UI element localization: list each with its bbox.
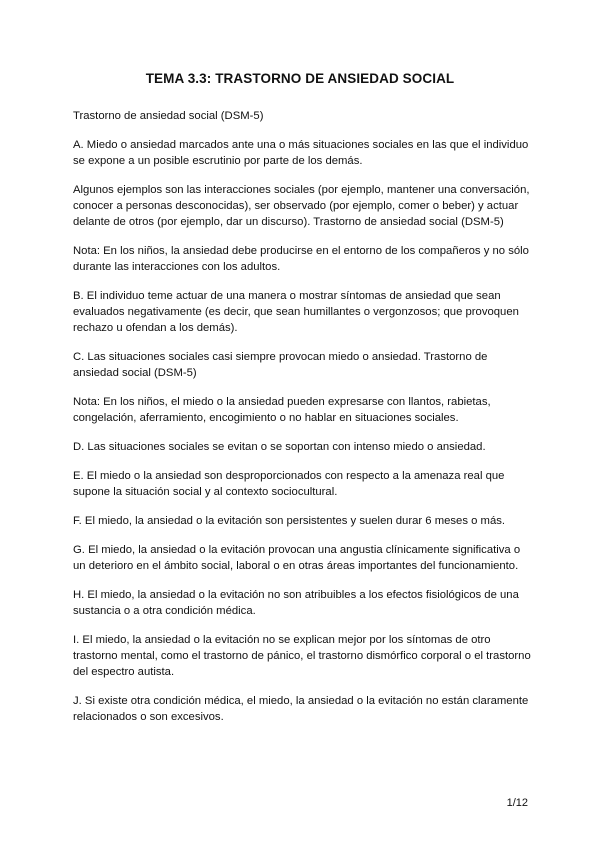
paragraph-criterion-a: A. Miedo o ansiedad marcados ante una o más situaciones sociales en las que el individuo se expone a un posible escrutinio por parte de los demás. <box>73 139 529 167</box>
paragraph-criterion-c: C. Las situaciones sociales casi siempre provocan miedo o ansiedad. Trastorno de ansiedad social (DSM-5) <box>73 351 488 379</box>
paragraph-criterion-b: B. El individuo teme actuar de una manera o mostrar síntomas de ansiedad que sean evaluados negativamente (es decir, que sean humillantes o vergonzosos; que provoquen rechazo u ofendan a los demás). <box>73 290 519 334</box>
paragraph-note-children-c: Nota: En los niños, el miedo o la ansiedad pueden expresarse con llantos, rabietas, congelación, aferramiento, encogimiento o no hablar en situaciones sociales. <box>73 396 491 424</box>
paragraph-criterion-d: D. Las situaciones sociales se evitan o se soportan con intenso miedo o ansiedad. <box>73 441 486 453</box>
paragraph-examples: Algunos ejemplos son las interacciones sociales (por ejemplo, mantener una conversación, conocer a personas desconocidas), ser observado (por ejemplo, comer o beber) y actuar delante de otros (por ejemplo, dar un discurso). Trastorno de ansiedad social (DSM-5) <box>73 184 530 228</box>
paragraph-criterion-f: F. El miedo, la ansiedad o la evitación son persistentes y suelen durar 6 meses o más. <box>73 515 506 527</box>
document-body <box>73 108 533 738</box>
page-number: 1/12 <box>506 797 528 809</box>
paragraph-note-children-a: Nota: En los niños, la ansiedad debe producirse en el entorno de los compañeros y no sólo durante las interacciones con los adultos. <box>73 245 529 273</box>
paragraph-criterion-h: H. El miedo, la ansiedad o la evitación no son atribuibles a los efectos fisiológicos de una sustancia o a otra condición médica. <box>73 589 519 617</box>
paragraph-criterion-i: I. El miedo, la ansiedad o la evitación no se explican mejor por los síntomas de otro trastorno mental, como el trastorno de pánico, el trastorno dismórfico corporal o el trastorno del espectro autista. <box>73 634 531 678</box>
paragraph-criterion-e: E. El miedo o la ansiedad son desproporcionados con respecto a la amenaza real que supone la situación social y al contexto sociocultural. <box>73 470 505 498</box>
paragraph-criterion-g: G. El miedo, la ansiedad o la evitación provocan una angustia clínicamente significativa o un deterioro en el ámbito social, laboral o en otras áreas importantes del funcionamiento. <box>73 544 521 572</box>
paragraph-heading: Trastorno de ansiedad social (DSM-5) <box>73 110 264 122</box>
page-title: TEMA 3.3: TRASTORNO DE ANSIEDAD SOCIAL <box>145 71 455 86</box>
paragraph-criterion-j: J. Si existe otra condición médica, el miedo, la ansiedad o la evitación no están claramente relacionados o son excesivos. <box>73 695 529 723</box>
